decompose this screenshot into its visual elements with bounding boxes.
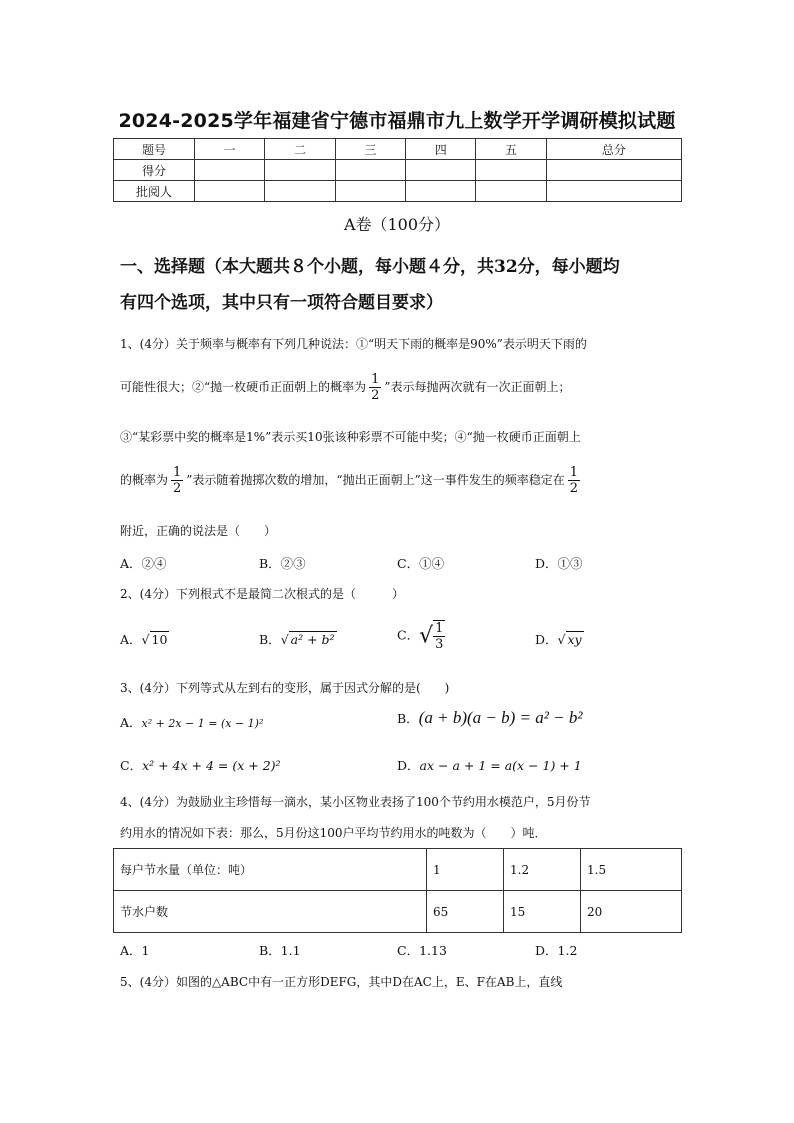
- fraction: [369, 372, 381, 403]
- fraction-numerator: 1: [173, 465, 182, 480]
- table-cell: 65: [427, 891, 504, 933]
- q2-option-c: [397, 620, 448, 652]
- q1-option-d: D．①③: [535, 556, 583, 571]
- option-label: C．: [397, 627, 420, 643]
- fraction: [433, 620, 445, 652]
- q1-line2: [120, 372, 571, 403]
- q5-line1: 5、(4分）如图的△ABC中有一正方形DEFG，其中D在AC上，E、F在AB上，直线: [120, 975, 563, 989]
- q2-option-a: [120, 630, 169, 648]
- sqrt-symbol: √: [280, 632, 289, 647]
- table-row: [114, 181, 682, 202]
- table-cell: [195, 160, 265, 181]
- page-title: 2024-2025学年福建省宁德市福鼎市九上数学开学调研模拟试题: [118, 110, 676, 132]
- fraction: [171, 465, 183, 496]
- q3-option-b: [397, 708, 582, 728]
- section-heading: A卷（100分）: [343, 215, 451, 234]
- q3-option-c: [120, 756, 281, 774]
- table-row: [114, 891, 682, 933]
- q3-option-a: [120, 713, 263, 731]
- q4-option-c: C．1.13: [397, 943, 447, 958]
- option-label: A．: [120, 715, 142, 730]
- table-row: [114, 160, 682, 181]
- q2-stem: 2、(4分）下列根式不是最简二次根式的是（ ）: [120, 587, 404, 601]
- fraction-numerator: 1: [569, 465, 578, 480]
- table-cell: 三: [335, 139, 405, 160]
- q4-line2: 约用水的情况如下表：那么，5月份这100户平均节约用水的吨数为（ ）吨．: [120, 826, 547, 840]
- radicand: 10: [151, 632, 168, 647]
- math-expression: (a + b)(a − b) = a² − b²: [418, 708, 583, 727]
- sqrt-symbol: √: [419, 623, 434, 649]
- fraction-denominator: 2: [173, 481, 182, 496]
- part-title-line2: 有四个选项，其中只有一项符合题目要求）: [120, 293, 443, 313]
- table-cell: 节水户数: [114, 891, 427, 933]
- option-label: D．: [535, 632, 558, 647]
- table-cell: 题号: [114, 139, 195, 160]
- q2-option-b: [259, 630, 337, 648]
- table-cell: 一: [195, 139, 265, 160]
- radicand: a² + b²: [290, 632, 335, 647]
- table-cell: [476, 181, 546, 202]
- fraction-denominator: 3: [435, 637, 444, 652]
- math-expression: ax − a + 1 = a(x − 1) + 1: [419, 758, 582, 773]
- table-cell: [546, 160, 681, 181]
- option-label: D．: [397, 758, 420, 773]
- q1-option-c: C．①④: [397, 556, 445, 571]
- option-label: C．: [120, 758, 143, 773]
- table-cell: [265, 160, 335, 181]
- q1-line4: [120, 465, 583, 496]
- q1-line2-a: 可能性很大；②“抛一枚硬币正面朝上的概率为: [120, 380, 367, 394]
- q3-stem: 3、(4分）下列等式从左到右的变形，属于因式分解的是( ): [120, 681, 450, 695]
- q1-line1: 1、(4分）关于频率与概率有下列几种说法：①“明天下雨的概率是90%”表示明天下雨的: [120, 337, 587, 351]
- table-cell: 1.2: [504, 849, 581, 891]
- fraction: [568, 465, 580, 496]
- table-cell: 15: [504, 891, 581, 933]
- table-cell: 二: [265, 139, 335, 160]
- sqrt-symbol: √: [557, 632, 566, 647]
- q1-option-b: B．②③: [259, 556, 306, 571]
- fraction-denominator: 2: [569, 481, 578, 496]
- q1-line2-b: ”表示每抛两次就有一次正面朝上；: [384, 380, 571, 394]
- table-cell: 总分: [546, 139, 681, 160]
- q2-option-d: [535, 630, 584, 648]
- fraction-denominator: 2: [371, 388, 380, 403]
- q1-line4-b: ”表示随着抛掷次数的增加，“抛出正面朝上”这一事件发生的频率稳定在: [186, 473, 565, 487]
- table-cell: 每户节水量（单位：吨）: [114, 849, 427, 891]
- table-cell: [265, 181, 335, 202]
- table-cell: [476, 160, 546, 181]
- option-label: B．: [259, 632, 281, 647]
- table-cell: [195, 181, 265, 202]
- q1-option-a: A．②④: [120, 556, 167, 571]
- part-title-line1: 一、选择题（本大题共８个小题，每小题４分，共32分，每小题均: [120, 257, 620, 277]
- table-cell: 1.5: [581, 849, 682, 891]
- table-cell: 四: [406, 139, 476, 160]
- sqrt-symbol: √: [141, 632, 150, 647]
- q3-option-d: [397, 756, 582, 774]
- table-cell: 20: [581, 891, 682, 933]
- q4-option-d: D．1.2: [535, 943, 578, 958]
- q4-option-a: A．1: [120, 943, 150, 958]
- table-cell: 批阅人: [114, 181, 195, 202]
- water-saving-table: [113, 848, 682, 933]
- radicand: xy: [567, 632, 582, 647]
- table-row: [114, 139, 682, 160]
- table-cell: [335, 160, 405, 181]
- fraction-numerator: 1: [435, 621, 444, 636]
- table-cell: 1: [427, 849, 504, 891]
- q4-option-b: B．1.1: [259, 943, 301, 958]
- option-label: A．: [120, 632, 142, 647]
- math-expression: x² + 2x − 1 = (x − 1)²: [141, 717, 264, 730]
- table-row: [114, 849, 682, 891]
- score-table: [113, 138, 682, 202]
- option-label: B．: [397, 711, 419, 726]
- table-cell: [406, 181, 476, 202]
- q1-line5: 附近，正确的说法是（ ）: [120, 524, 277, 538]
- math-expression: x² + 4x + 4 = (x + 2)²: [142, 758, 281, 773]
- q1-line3: ③“某彩票中奖的概率是1%”表示买10张该种彩票不可能中奖；④“抛一枚硬币正面朝上: [120, 430, 581, 444]
- table-cell: [335, 181, 405, 202]
- table-cell: 得分: [114, 160, 195, 181]
- fraction-numerator: 1: [371, 372, 380, 387]
- table-cell: [546, 181, 681, 202]
- table-cell: 五: [476, 139, 546, 160]
- q4-line1: 4、(4分）为鼓励业主珍惜每一滴水，某小区物业表扬了100个节约用水模范户，5月份节: [120, 795, 591, 809]
- q1-line4-a: 的概率为: [120, 473, 169, 487]
- table-cell: [406, 160, 476, 181]
